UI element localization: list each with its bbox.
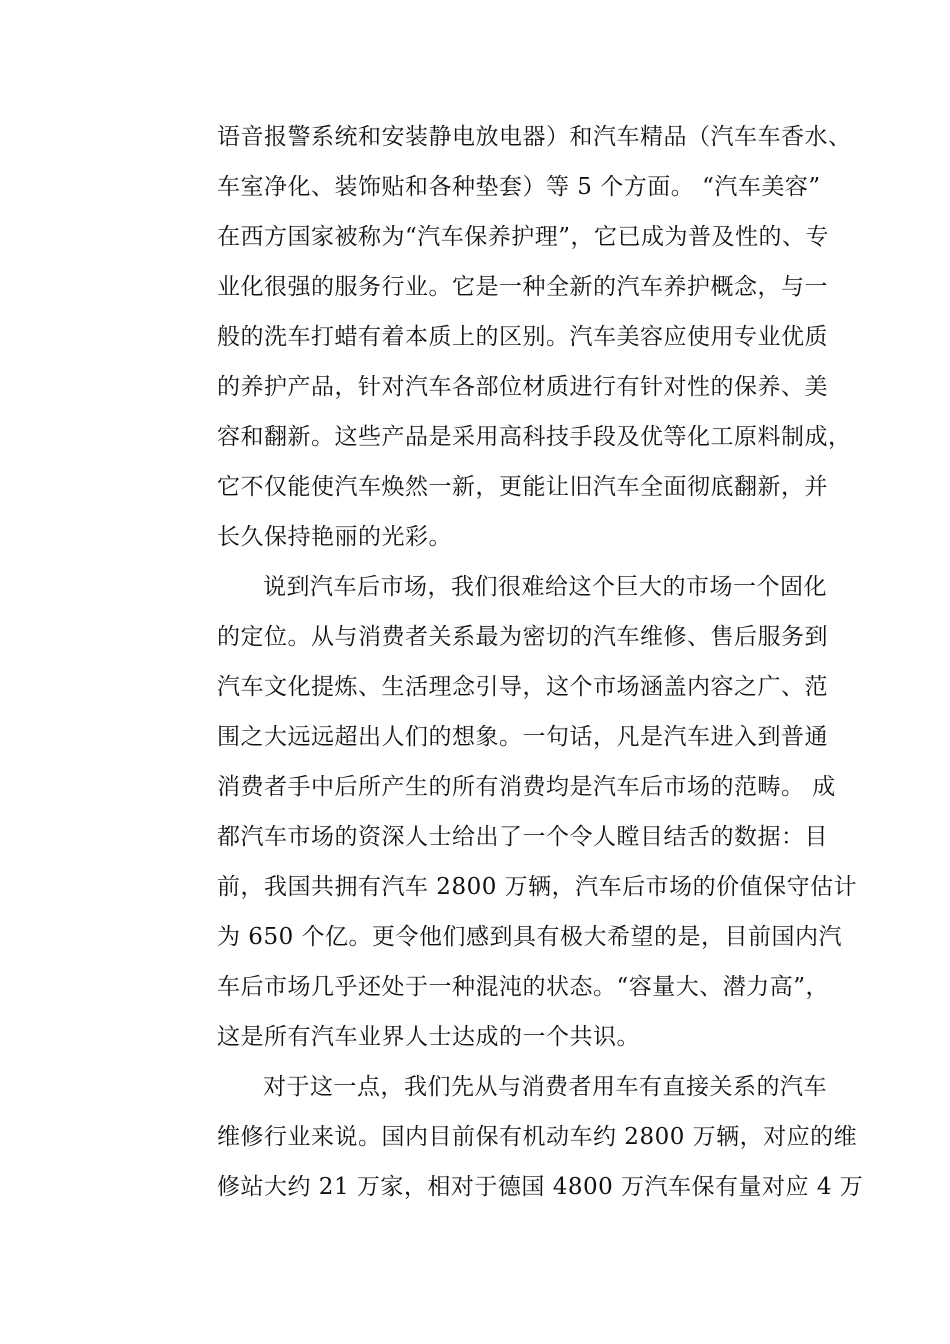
text-line: 维修行业来说。国内目前保有机动车约 2800 万辆，对应的维 [217, 1124, 858, 1150]
paragraph-3 [217, 1062, 864, 1212]
text-line: 车后市场几乎还处于一种混沌的状态。“容量大、潜力高”， [217, 974, 830, 1000]
text-line: 语音报警系统和安装静电放电器）和汽车精品（汽车车香水、 [217, 124, 852, 150]
text-line: 车室净化、装饰贴和各种垫套）等 5 个方面。 “汽车美容” [217, 174, 821, 200]
text-line: 为 650 个亿。更令他们感到具有极大希望的是，目前国内汽 [217, 924, 843, 950]
text-line: 前，我国共拥有汽车 2800 万辆，汽车后市场的价值保守估计 [217, 874, 858, 900]
paragraph-1 [217, 112, 852, 562]
text-line: 说到汽车后市场，我们很难给这个巨大的市场一个固化 [263, 574, 827, 600]
text-line: 般的洗车打蜡有着本质上的区别。汽车美容应使用专业优质 [217, 324, 828, 350]
text-line: 业化很强的服务行业。它是一种全新的汽车养护概念，与一 [217, 274, 828, 300]
text-line: 消费者手中后所产生的所有消费均是汽车后市场的范畴。 成 [217, 774, 836, 800]
text-line: 在西方国家被称为“汽车保养护理”，它已成为普及性的、专 [217, 224, 830, 250]
text-line: 对于这一点，我们先从与消费者用车有直接关系的汽车 [263, 1074, 827, 1100]
body-text [217, 112, 864, 1212]
text-line: 围之大远远超出人们的想象。一句话，凡是汽车进入到普通 [217, 724, 828, 750]
text-line: 都汽车市场的资深人士给出了一个令人瞠目结舌的数据：目 [217, 824, 828, 850]
text-line: 的养护产品，针对汽车各部位材质进行有针对性的保养、美 [217, 374, 828, 400]
text-line: 长久保持艳丽的光彩。 [217, 524, 452, 550]
text-line: 容和翻新。这些产品是采用高科技手段及优等化工原料制成， [217, 424, 852, 450]
text-line: 修站大约 21 万家，相对于德国 4800 万汽车保有量对应 4 万 [217, 1174, 864, 1200]
text-line: 这是所有汽车业界人士达成的一个共识。 [217, 1024, 640, 1050]
text-line: 汽车文化提炼、生活理念引导，这个市场涵盖内容之广、范 [217, 674, 828, 700]
text-line: 的定位。从与消费者关系最为密切的汽车维修、售后服务到 [217, 624, 828, 650]
text-line: 它不仅能使汽车焕然一新，更能让旧汽车全面彻底翻新，并 [217, 474, 828, 500]
paragraph-2 [217, 562, 858, 1062]
